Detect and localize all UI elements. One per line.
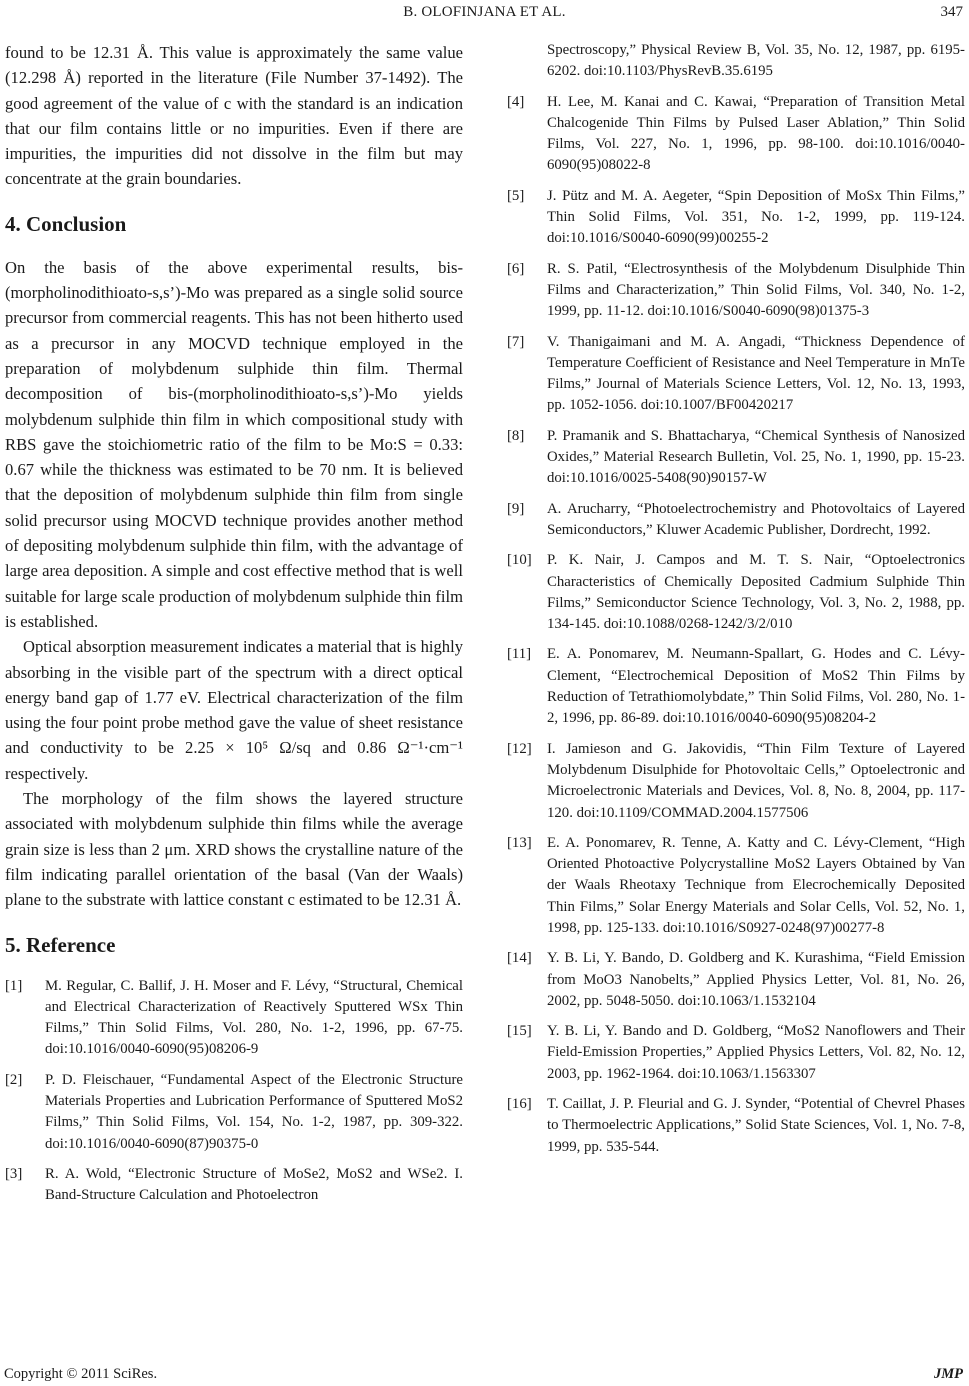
reference-number: [1] xyxy=(5,977,23,994)
reference-number: [3] xyxy=(5,1165,23,1182)
reference-item xyxy=(507,1021,965,1085)
reference-text: Y. B. Li, Y. Bando, D. Goldberg and K. Kurashima, “Field Emission from MoO3 Nanobelts,” Applied Physics Letter, Vol. 81, No. 26, 2002, pp. 5048-5050. doi:10.1063/1.1532104 xyxy=(547,950,965,1009)
reference-item xyxy=(5,1070,463,1155)
running-title: B. OLOFINJANA ET AL. xyxy=(403,4,566,20)
reference-item xyxy=(507,426,965,490)
reference-item xyxy=(507,259,965,323)
reference-item xyxy=(507,833,965,939)
reference-item xyxy=(5,1164,463,1207)
reference-item xyxy=(507,186,965,250)
reference-item xyxy=(507,739,965,824)
reference-number: [12] xyxy=(507,740,532,757)
left-column xyxy=(5,40,463,1215)
reference-heading: 5. Reference xyxy=(5,932,116,957)
reference-continuation xyxy=(507,40,965,83)
conclusion-paragraph-1: On the basis of the above experimental results, bis-(morpholinodithioato-s,s’)-Mo was prepared as a single solid source precursor from commercial reagents. This has not been hitherto used as a precursor in any MOCVD technique employed in the preparation of molybdenum sulphide thin film. Thermal decomposition of bis-(morpholinodithioato-s,s’)-Mo yields molybdenum sulphide thin film in which compositional study with RBS gave the stoichiometric ratio of the film to be Mo:S = 0.33: 0.67 while the thickness was estimated to be 70 nm. It is believed that the deposition of molybdenum sulphide thin film from single solid precursor using MOCVD technique provides another method of depositing molybdenum sulphide thin film, with the advantage of large area deposition. A simple and cost effective method that is well suitable for large scale production of molybdenum sulphide thin film is established. xyxy=(5,257,463,631)
reference-number: [9] xyxy=(507,500,525,517)
reference-text: J. Pütz and M. A. Aegeter, “Spin Deposition of MoSx Thin Films,” Thin Solid Films, Vol. 351, No. 1-2, 1999, pp. 119-124. doi:10.1016/S0040-6090(99)00255-2 xyxy=(547,187,965,247)
reference-text: P. K. Nair, J. Campos and M. T. S. Nair, “Optoelectronics Characteristics of Chemically Deposited Cadmium Sulphide Thin Films,” Semiconductor Science Technology, Vol. 3, No. 2, 1988, pp. 134-145. doi:10.1088/0268-1242/3/2/010 xyxy=(547,552,965,633)
reference-number: [8] xyxy=(507,427,525,444)
reference-item xyxy=(507,550,965,635)
reference-number: [15] xyxy=(507,1023,532,1040)
reference-number: [11] xyxy=(507,646,532,663)
page-header xyxy=(0,0,969,30)
reference-text: P. D. Fleischauer, “Fundamental Aspect of the Electronic Structure Materials Properties and Lubrication Performance of Sputtered MoS2 Films,” Thin Solid Films, Vol. 154, No. 1-2, 1987, pp. 309-322. doi:10.1016/0040-6090(87)90375-0 xyxy=(45,1071,463,1152)
reference-item xyxy=(507,948,965,1012)
conclusion-heading: 4. Conclusion xyxy=(5,211,127,236)
reference-number: [16] xyxy=(507,1096,532,1113)
conclusion-paragraph-2: Optical absorption measurement indicates a material that is highly absorbing in the visible part of the spectrum with a direct optical energy band gap of 1.77 eV. Electrical characterization of the film using the four point probe method gave the value of sheet resistance and conductivity to be 2.25 × 10⁵ Ω/sq and 0.86 Ω⁻¹·cm⁻¹ respectively. xyxy=(5,637,463,783)
reference-text: P. Pramanik and S. Bhattacharya, “Chemical Synthesis of Nanosized Oxides,” Material Research Bulletin, Vol. 25, No. 1, 1990, pp. 15-23. doi:10.1016/0025-5408(90)90157-W xyxy=(547,427,965,487)
reference-number: [4] xyxy=(507,93,525,110)
reference-number: [10] xyxy=(507,552,532,569)
reference-text: I. Jamieson and G. Jakovidis, “Thin Film Texture of Layered Molybdenum Disulphide for Photovoltaic Cells,” Optoelectronic and Microelectronic Materials and Devices, Vol. 8, No. 8, 2004, pp. 117-120. doi:10.1109/COMMAD.2004.1577506 xyxy=(547,740,965,821)
reference-item xyxy=(5,976,463,1061)
page-footer xyxy=(0,1366,969,1386)
reference-item xyxy=(507,644,965,729)
reference-number: [7] xyxy=(507,333,525,350)
reference-text: A. Arucharry, “Photoelectrochemistry and Photovoltaics of Layered Semiconductors,” Kluwer Academic Publisher, Dordrecht, 1992. xyxy=(547,500,965,538)
journal-abbrev: JMP xyxy=(934,1366,963,1382)
reference-text: R. S. Patil, “Electrosynthesis of the Molybdenum Disulphide Thin Films and Characterization,” Thin Solid Films, Vol. 340, No. 1-2, 1999, pp. 11-12. doi:10.1016/S0040-6090(98)01375-3 xyxy=(547,260,965,320)
reference-number: [13] xyxy=(507,834,532,851)
conclusion-paragraph-3: The morphology of the film shows the layered structure associated with molybdenum sulphide thin films while the average grain size is less than 2 μm. XRD shows the crystalline nature of the film indicating parallel orientation of the basal (Van der Waals) plane to the substrate with lattice constant c estimated to be 12.31 Å. xyxy=(5,789,463,910)
reference-number: [2] xyxy=(5,1071,23,1088)
reference-item xyxy=(507,332,965,417)
reference-item xyxy=(507,92,965,177)
reference-text: Spectroscopy,” Physical Review B, Vol. 35, No. 12, 1987, pp. 6195-6202. doi:10.1103/PhysRevB.35.6195 xyxy=(547,42,965,80)
page-number: 347 xyxy=(940,4,963,20)
reference-number: [6] xyxy=(507,260,525,277)
reference-text: E. A. Ponomarev, R. Tenne, A. Katty and C. Lévy-Clement, “High Oriented Photoactive Polycrystalline MoS2 Layers Obtained by Van der Waals Rheotaxy Technique from Elecrochemically Deposited Thin Films,” Solar Energy Materials and Solar Cells, Vol. 52, No. 1, 1998, pp. 125-133. doi:10.1016/S0927-0248(97)00277-8 xyxy=(547,834,965,936)
reference-text: Y. B. Li, Y. Bando and D. Goldberg, “MoS2 Nanoflowers and Their Field-Emission Properties,” Applied Physics Letters, Vol. 82, No. 12, 2003, pp. 1962-1964. doi:10.1063/1.1563307 xyxy=(547,1023,965,1082)
reference-text: M. Regular, C. Ballif, J. H. Moser and F. Lévy, “Structural, Chemical and Electrical Characterization of Reactively Sputtered WSx Thin Films,” Thin Solid Films, Vol. 280, No. 1-2, 1996, pp. 67-75. doi:10.1016/0040-6090(95)08206-9 xyxy=(45,977,463,1058)
reference-item xyxy=(507,1094,965,1158)
intro-paragraph: found to be 12.31 Å. This value is approximately the same value (12.298 Å) reported in the literature (File Number 37-1492). The good agreement of the value of c with the standard is an indication that our film contains little or no impurities. Even if there are impurities, the impurities did not dissolve in the film but may concentrate at the grain boundaries. xyxy=(5,43,463,189)
reference-text: H. Lee, M. Kanai and C. Kawai, “Preparation of Transition Metal Chalcogenide Thin Films by Pulsed Laser Ablation,” Thin Solid Films, Vol. 227, No. 1, 1996, pp. 98-100. doi:10.1016/0040-6090(95)08022-8 xyxy=(547,93,965,174)
right-column xyxy=(507,40,965,1167)
reference-text: V. Thanigaimani and M. A. Angadi, “Thickness Dependence of Temperature Coefficient of Resistance and Neel Temperature in MnTe Films,” Journal of Materials Science Letters, Vol. 12, No. 13, 1993, pp. 1052-1056. doi:10.1007/BF00420217 xyxy=(547,333,965,414)
reference-text: E. A. Ponomarev, M. Neumann-Spallart, G. Hodes and C. Lévy-Clement, “Electrochemical Deposition of MoS2 Thin Films by Reduction of Tetrathiomolybdate,” Thin Solid Films, Vol. 280, No. 1-2, 1996, pp. 86-89. doi:10.1016/0040-6090(95)08204-2 xyxy=(547,646,965,727)
reference-item xyxy=(507,499,965,542)
reference-number: [14] xyxy=(507,950,532,967)
reference-number: [5] xyxy=(507,187,525,204)
reference-text: T. Caillat, J. P. Fleurial and G. J. Synder, “Potential of Chevrel Phases to Thermoelectric Applications,” Solid State Sciences, Vol. 1, No. 7-8, 1999, pp. 535-544. xyxy=(547,1096,965,1155)
copyright-text: Copyright © 2011 SciRes. xyxy=(4,1366,158,1382)
reference-text: R. A. Wold, “Electronic Structure of MoSe2, MoS2 and WSe2. I. Band-Structure Calculation and Photoelectron xyxy=(45,1165,463,1204)
